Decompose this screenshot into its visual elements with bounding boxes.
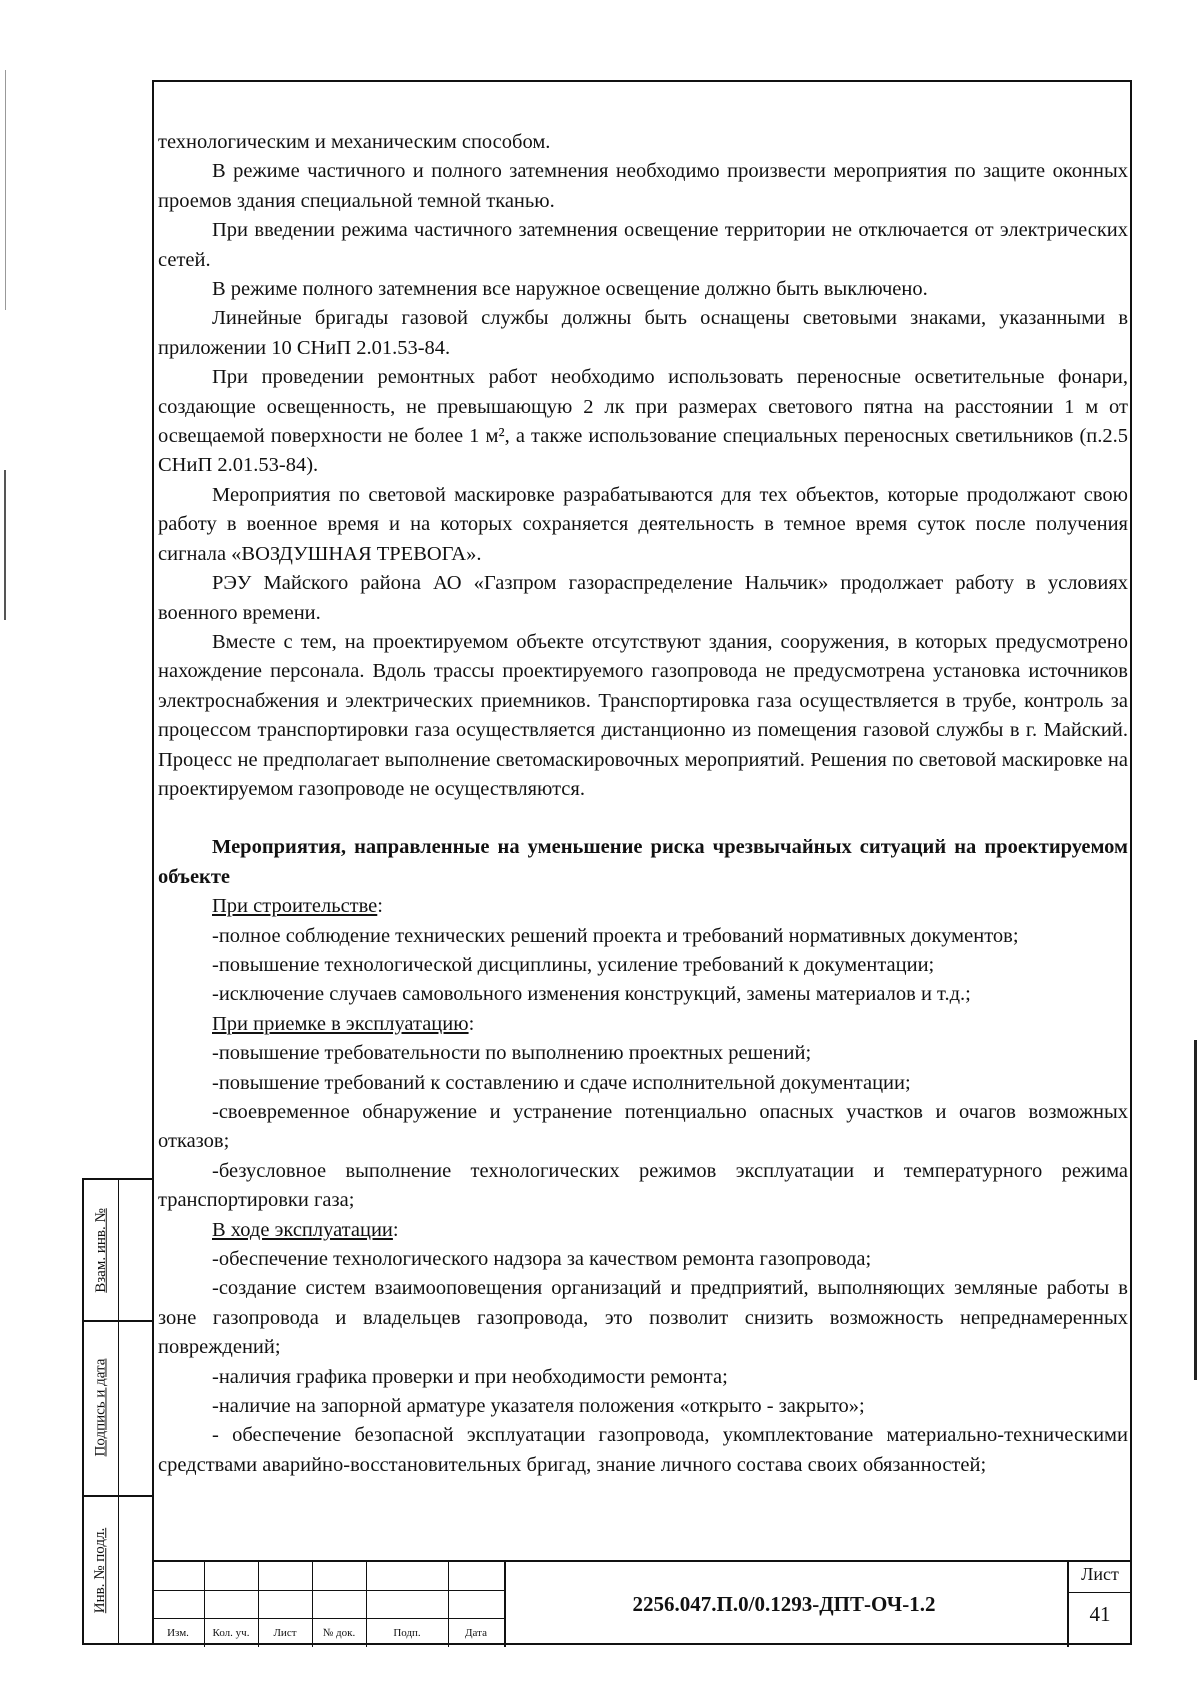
subheading-text: При строительстве — [212, 895, 378, 918]
list-item: -повышение требований к составлению и сдаче исполнительной документации; — [212, 1071, 911, 1094]
list-item: - обеспечение безопасной эксплуатации газопровода, укомплектование материально-техническими средствами аварийно-восстановительных бригад, знание личного состава своих обязанностей; — [158, 1424, 1128, 1476]
sheet-number: 41 — [1089, 1602, 1111, 1626]
paragraph: Вместе с тем, на проектируемом объекте отсутствуют здания, сооружения, в которых предусмотрено нахождение персонала. Вдоль трассы проектируемого газопровода не предусмотрена установка источников электроснабжения и электрических приемников. Транспортировка газа осуществляется в трубе, контроль за процессом транспортировки газа осуществляется дистанционно из помещения газовой службы в г. Майский. Процесс не предполагает выполнение светомаскировочных мероприятий. Решения по световой маскировке на проектируемом газопроводе не осуществляются. — [158, 630, 1128, 800]
col-list: Лист — [273, 1627, 297, 1639]
list-item: -повышение требовательности по выполнению проектных решений; — [212, 1042, 812, 1065]
list-item: -безусловное выполнение технологических режимов эксплуатации и температурного режима транспортировки газа; — [158, 1159, 1128, 1212]
document-code: 2256.047.П.0/0.1293-ДПТ-ОЧ-1.2 — [632, 1592, 936, 1616]
list-item: -наличия графика проверки и при необходимости ремонта; — [212, 1365, 728, 1388]
paragraph: При введении режима частичного затемнения освещение территории не отключается от электрических сетей. — [158, 219, 1128, 271]
paragraph: При проведении ремонтных работ необходимо использовать переносные осветительные фонари, создающие освещенность, не превышающую 2 лк при размерах светового пятна на расстоянии 1 м от освещаемой поверхности не более 1 м², а также использование специальных переносных светильников (п.2.5 СНиП 2.01.53-84). — [158, 366, 1128, 477]
section-subheading — [158, 1216, 1128, 1245]
col-kol: Кол. уч. — [212, 1627, 250, 1639]
stamp-inv: Инв. № подл. — [92, 1527, 109, 1613]
scan-mark-right — [1194, 1040, 1197, 1380]
subheading-suffix: : — [377, 895, 383, 918]
col-data: Дата — [465, 1627, 487, 1639]
paragraph: Линейные бригады газовой службы должны быть оснащены световыми знаками, указанными в приложении 10 СНиП 2.01.53-84. — [158, 307, 1128, 359]
list-item: -полное соблюдение технических решений проекта и требований нормативных документов; — [212, 924, 1019, 947]
title-block — [152, 1560, 1132, 1645]
paragraph: РЭУ Майского района АО «Газпром газораспределение Нальчик» продолжает работу в условиях военного времени. — [158, 572, 1128, 624]
section-heading: Мероприятия, направленные на уменьшение риска чрезвычайных ситуаций на проектируемом объекте — [158, 836, 1128, 888]
subheading-text: При приемке в эксплуатацию — [212, 1012, 469, 1035]
list-item: -создание систем взаимооповещения организаций и предприятий, выполняющих земляные работы в зоне газопровода и владельцев газопровода, это позволит снизить возможность непреднамеренных повреждений; — [158, 1277, 1128, 1359]
stamp-vzam: Взам. инв. № — [92, 1207, 109, 1293]
stamp-podpis: Подпись и дата — [92, 1358, 109, 1457]
paragraph: Мероприятия по световой маскировке разрабатываются для тех объектов, которые продолжают свою работу в военное время и на которых сохраняется деятельность в темное время суток после получения сигнала «ВОЗДУШНАЯ ТРЕВОГА». — [158, 483, 1128, 565]
stamp-column — [82, 1178, 152, 1645]
list-item: -наличие на запорной арматуре указателя положения «открыто - закрыто»; — [212, 1395, 865, 1418]
col-podp: Подп. — [393, 1627, 421, 1639]
scan-mark-left-2 — [4, 470, 6, 620]
document-body — [158, 128, 1128, 1480]
list-item: -исключение случаев самовольного изменения конструкций, замены материалов и т.д.; — [212, 983, 971, 1006]
col-dok: № док. — [322, 1627, 356, 1639]
list-item: -своевременное обнаружение и устранение потенциально опасных участков и очагов возможных отказов; — [158, 1101, 1128, 1153]
col-izm: Изм. — [167, 1627, 189, 1639]
paragraph: В режиме полного затемнения все наружное освещение должно быть выключено. — [212, 278, 928, 301]
subheading-suffix: : — [392, 1218, 399, 1241]
paragraph: В режиме частичного и полного затемнения необходимо произвести мероприятия по защите оконных проемов здания специальной темной тканью. — [158, 160, 1128, 212]
subheading-suffix: : — [468, 1012, 475, 1035]
section-subheading — [158, 892, 1128, 921]
subheading-text: В ходе эксплуатации — [212, 1218, 393, 1241]
list-item: -повышение технологической дисциплины, усиление требований к документации; — [212, 953, 935, 976]
section-subheading — [158, 1010, 1128, 1039]
paragraph: технологическим и механическим способом. — [158, 131, 551, 153]
list-item: -обеспечение технологического надзора за качеством ремонта газопровода; — [212, 1248, 872, 1271]
scan-mark-left — [5, 70, 6, 310]
sheet-label: Лист — [1081, 1564, 1119, 1584]
